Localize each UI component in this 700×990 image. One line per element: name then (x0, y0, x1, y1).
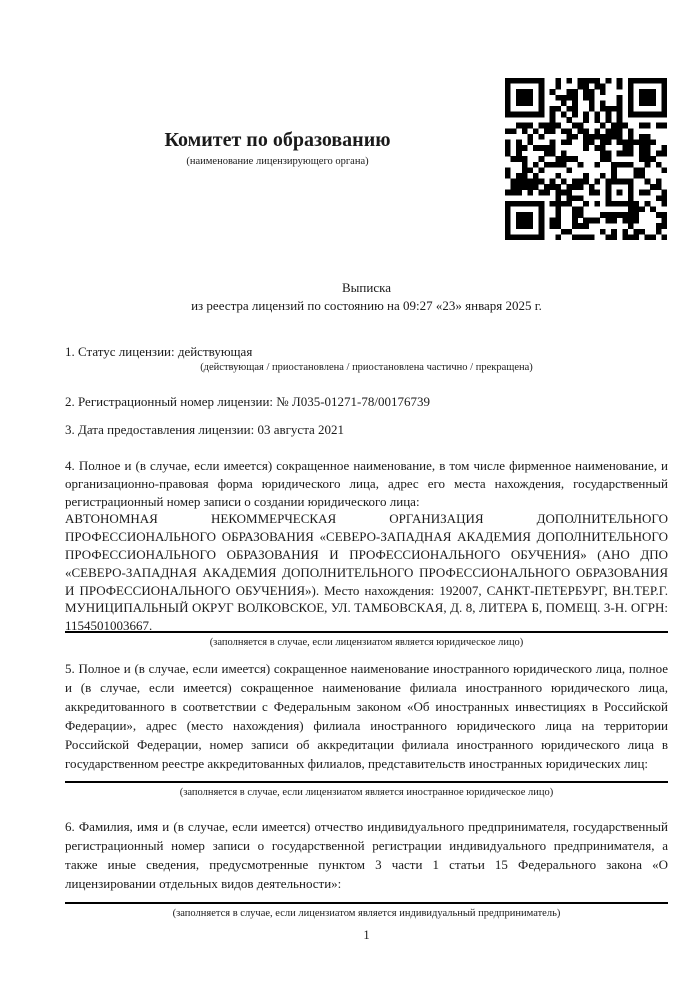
divider-legal-entity (65, 631, 668, 633)
qr-code-icon (505, 78, 667, 240)
item-foreign-entity-caption: (заполняется в случае, если лицензиатом является иностранное юридическое лицо) (179, 787, 554, 798)
extract-title: Выписка (342, 280, 391, 295)
item-foreign-entity (65, 659, 668, 773)
divider-foreign-entity (65, 781, 668, 783)
extract-title-block (65, 279, 668, 315)
item-individual-entrepreneur (65, 817, 668, 893)
item-legal-entity (65, 457, 668, 635)
item-legal-entity-caption: (заполняется в случае, если лицензиатом является юридическое лицо) (209, 637, 524, 648)
item-individual-entrepreneur-caption: (заполняется в случае, если лицензиатом является индивидуальный предприниматель) (172, 908, 561, 919)
licensing-authority-name: Комитет по образованию (164, 129, 391, 151)
extract-date-line: из реестра лицензий по состоянию на 09:27 «23» января 2025 г. (191, 298, 542, 313)
licensing-authority-caption: (наименование лицензирующего органа) (186, 156, 369, 167)
divider-individual-entrepreneur (65, 902, 668, 904)
item-legal-entity-value: АВТОНОМНАЯ НЕКОММЕРЧЕСКАЯ ОРГАНИЗАЦИЯ ДОПОЛНИТЕЛЬНОГО ПРОФЕССИОНАЛЬНОГО ОБРАЗОВАНИЯ «СЕВЕРО-ЗАПАДНАЯ АКАДЕМИЯ ДОПОЛНИТЕЛЬНОГО ПРОФЕССИОНАЛЬНОГО ОБРАЗОВАНИЯ И ПРОФЕССИОНАЛЬНОГО ОБУЧЕНИЯ» (АНО ДПО «СЕВЕРО-ЗАПАДНАЯ АКАДЕМИЯ ДОПОЛНИТЕЛЬНОГО ПРОФЕССИОНАЛЬНОГО ОБРАЗОВАНИЯ И ПРОФЕССИОНАЛЬНОГО ОБУЧЕНИЯ»). Место нахождения: 192007, САНКТ-ПЕТЕРБУРГ, ВН.ТЕР.Г. МУНИЦИПАЛЬНЫЙ ОКРУГ ВОЛКОВСКОЕ, УЛ. ТАМБОВСКАЯ, Д. 8, ЛИТЕРА Б, ПОМЕЩ. 3-Н. ОГРН: 1154501003667. (65, 511, 668, 634)
page-number: 1 (363, 928, 370, 942)
item-individual-entrepreneur-text: 6. Фамилия, имя и (в случае, если имеется) отчество индивидуального предпринимателя, государственный регистрационный номер записи о государственной регистрации индивидуального предпринимателя, а также иные сведения, предусмотренные пунктом 3 части 1 статьи 15 Федерального закона «О лицензировании отдельных видов деятельности»: (65, 819, 668, 891)
item-license-status-options: (действующая / приостановлена / приостановлена частично / прекращена) (200, 362, 533, 373)
item-registration-number: 2. Регистрационный номер лицензии: № Л035-01271-78/00176739 (65, 394, 431, 409)
item-license-status: 1. Статус лицензии: действующая (65, 344, 253, 359)
item-grant-date: 3. Дата предоставления лицензии: 03 августа 2021 (65, 422, 345, 437)
item-legal-entity-intro: 4. Полное и (в случае, если имеется) сокращенное наименование, в том числе фирменное наименование, и организационно-правовая форма юридического лица, адрес его места нахождения, государственный регистрационный номер записи о создании юридического лица: (65, 458, 668, 509)
licensing-authority-header (65, 128, 490, 169)
item-foreign-entity-text: 5. Полное и (в случае, если имеется) сокращенное наименование иностранного юридического лица, полное и (в случае, если имеется) сокращенное наименование филиала иностранного юридического лица, аккредитованного в соответствии с Федеральным законом «Об иностранных инвестициях в Российской Федерации», адрес (место нахождения) филиала иностранного юридического лица на территории Российской Федерации, номер записи об аккредитации филиала иностранного юридического лица в государственном реестре аккредитованных филиалов, представительств иностранных юридических лиц: (65, 661, 668, 771)
